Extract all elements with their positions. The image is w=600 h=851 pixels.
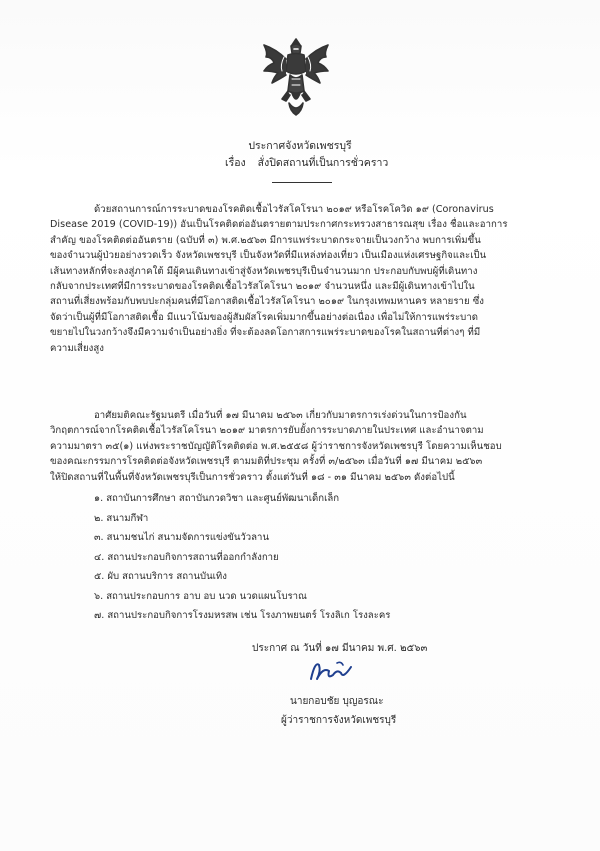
closure-list bbox=[94, 491, 390, 628]
garuda-emblem-icon bbox=[258, 35, 334, 121]
list-item: ๓. สนามชนไก่ สนามจัดการแข่งขันวัวลาน bbox=[94, 532, 270, 543]
list-item: ๔. สถานประกอบกิจการสถานที่ออกกำลังกาย bbox=[94, 551, 279, 563]
signature-icon bbox=[307, 657, 355, 685]
list-item: ๒. สนามกีฬา bbox=[94, 512, 149, 524]
list-item: ๖. สถานประกอบการ อาบ อบ นวด นวดแผนโบราณ bbox=[94, 590, 307, 602]
body-paragraph-1: ด้วยสถานการณ์การระบาดของโรคติดเชื้อไวรัสโคโรนา ๒๐๑๙ หรือโรคโควิด ๑๙ (Coronavirus Disease 2019 (COVID-19)) อันเป็นโรคติดต่ออันตรายตามประกาศกระทรวงสาธารณสุข เรื่อง ชื่อและอาการ สำคัญ ของโรคติดต่ออันตราย (ฉบับที่ ๓) พ.ศ.๒๕๖๓ มีการแพร่ระบาดกระจายเป็นวงกว้าง พบการเพิ่มขึ้น ของจำนวนผู้ป่วยอย่างรวดเร็ว จังหวัดเพชรบุรี เป็นจังหวัดที่มีแหล่งท่องเที่ยว เป็นเมืองแห่งเศรษฐกิจและเป็น เส้นทางหลักที่จะลงสู่ภาคใต้ มีผู้คนเดินทางเข้าสู่จังหวัดเพชรบุรีเป็นจำนวนมาก ประกอบกับพบผู้ที่เดินทาง กลับจากประเทศที่มีการระบาดของโรคติดเชื้อไวรัสโคโรนา ๒๐๑๙ จำนวนหนึ่ง และมีผู้เดินทางเข้าไปใน สถานที่เสี่ยงพร้อมกับพบปะกลุ่มคนที่มีโอกาสติดเชื้อไวรัสโคโรนา ๒๐๑๙ ในกรุงเทพมหานคร หลายราย ซึ่ง จัดว่าเป็นผู้ที่มีโอกาสติดเชื้อ มีแนวโน้มของผู้สัมผัสโรคเพิ่มมากขึ้นอย่างต่อเนื่อง เพื่อไม่ให้การแพร่ระบาด ขยายไปในวงกว้างจึงมีความจำเป็นอย่างยิ่ง ที่จะต้องลดโอกาสการแพร่ระบาดของโรคในสถานที่ต่างๆ ที่มี ความเสี่ยงสูง bbox=[50, 204, 508, 354]
list-item: ๗. สถานประกอบกิจการโรงมหรสพ เช่น โรงภาพยนตร์ โรงลิเก โรงละคร bbox=[94, 610, 391, 621]
signer-name: นายกอบชัย บุญอรณะ bbox=[290, 696, 384, 707]
document-title: ประกาศจังหวัดเพชรบุรี bbox=[248, 140, 352, 152]
list-item: ๑. สถาบันการศึกษา สถาบันกวดวิชา และศูนย์พัฒนาเด็กเล็ก bbox=[94, 493, 340, 504]
announcement-date: ประกาศ ณ วันที่ ๑๗ มีนาคม พ.ศ. ๒๕๖๓ bbox=[252, 643, 428, 654]
signer-position: ผู้ว่าราชการจังหวัดเพชรบุรี bbox=[281, 715, 397, 726]
document-subject bbox=[225, 156, 388, 170]
list-item: ๕. ผับ สถานบริการ สถานบันเทิง bbox=[94, 571, 227, 582]
header-divider bbox=[272, 182, 332, 183]
subject-text: สั่งปิดสถานที่เป็นการชั่วคราว bbox=[257, 157, 389, 169]
subject-label: เรื่อง bbox=[225, 157, 246, 169]
body-paragraph-2: อาศัยมติคณะรัฐมนตรี เมื่อวันที่ ๑๗ มีนาคม ๒๕๖๓ เกี่ยวกับมาตรการเร่งด่วนในการป้องกัน วิกฤตการณ์จากโรคติดเชื้อไวรัสโคโรนา ๒๐๑๙ มาตรการยับยั้งการระบาดภายในประเทศ และอำนาจตาม ความมาตรา ๓๕(๑) แห่งพระราชบัญญัติโรคติดต่อ พ.ศ.๒๕๕๘ ผู้ว่าราชการจังหวัดเพชรบุรี โดยความเห็นชอบ ของคณะกรรมการโรคติดต่อจังหวัดเพชรบุรี ตามมติที่ประชุม ครั้งที่ ๓/๒๕๖๓ เมื่อวันที่ ๑๗ มีนาคม ๒๕๖๓ ให้ปิดสถานที่ในพื้นที่จังหวัดเพชรบุรีเป็นการชั่วคราว ตั้งแต่วันที่ ๑๘ - ๓๑ มีนาคม ๒๕๖๓ ดังต่อไปนี้ bbox=[50, 410, 502, 483]
